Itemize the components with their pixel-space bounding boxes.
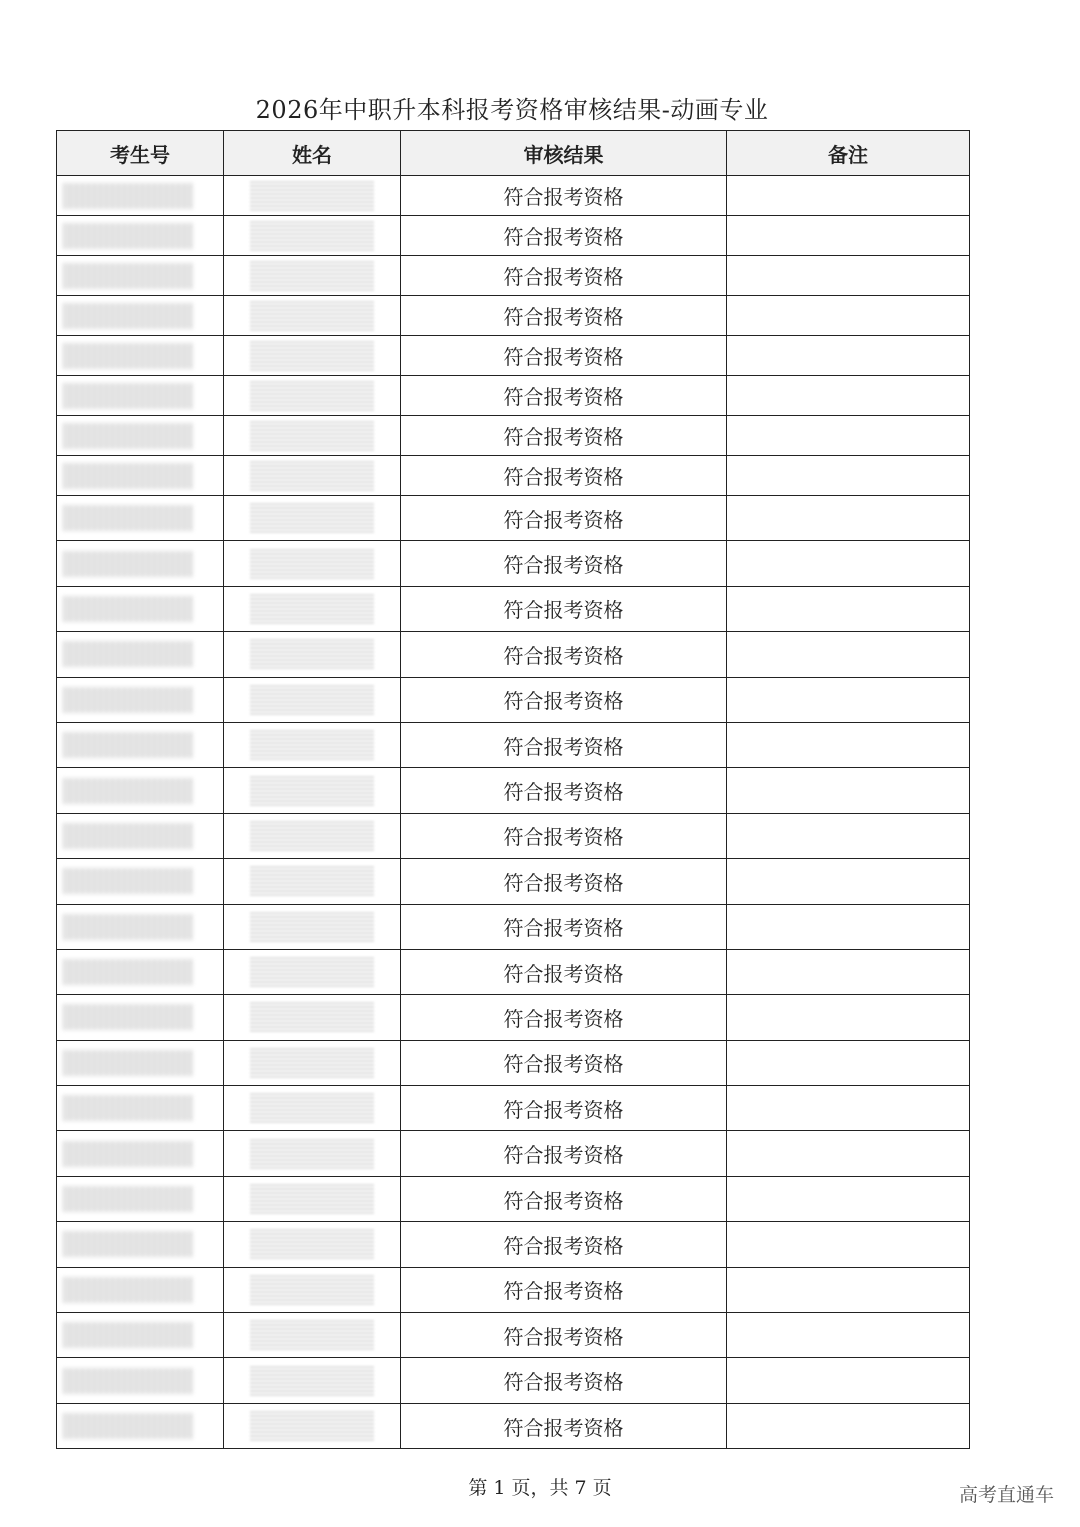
exam-number-cell xyxy=(57,1176,224,1221)
name-cell xyxy=(224,176,401,216)
table-row xyxy=(57,722,970,767)
name-cell xyxy=(224,1313,401,1358)
table-row xyxy=(57,541,970,586)
redacted-name xyxy=(250,1048,374,1078)
remark-cell xyxy=(727,813,970,858)
table-row xyxy=(57,1222,970,1267)
redacted-exam-number xyxy=(63,383,193,409)
exam-number-cell xyxy=(57,1086,224,1131)
exam-number-cell xyxy=(57,949,224,994)
remark-cell xyxy=(727,176,970,216)
remark-cell xyxy=(727,677,970,722)
name-cell xyxy=(224,1267,401,1312)
redacted-name xyxy=(250,221,374,251)
remark-cell xyxy=(727,904,970,949)
table-row xyxy=(57,1040,970,1085)
name-cell xyxy=(224,256,401,296)
redacted-exam-number xyxy=(63,1186,193,1212)
result-cell: 符合报考资格 xyxy=(401,1358,727,1403)
watermark: 高考直通车 xyxy=(958,1484,1054,1506)
redacted-name xyxy=(250,912,374,942)
redacted-exam-number xyxy=(63,551,193,577)
table-row xyxy=(57,1358,970,1403)
exam-number-cell xyxy=(57,1131,224,1176)
result-cell: 符合报考资格 xyxy=(401,336,727,376)
redacted-name xyxy=(250,594,374,624)
table-row xyxy=(57,768,970,813)
redacted-name xyxy=(250,1320,374,1350)
redacted-name xyxy=(250,730,374,760)
result-cell: 符合报考资格 xyxy=(401,995,727,1040)
results-table xyxy=(56,130,970,1449)
table-row xyxy=(57,1403,970,1448)
redacted-exam-number xyxy=(63,823,193,849)
remark-cell xyxy=(727,1358,970,1403)
remark-cell xyxy=(727,949,970,994)
name-cell xyxy=(224,1131,401,1176)
redacted-name xyxy=(250,261,374,291)
redacted-name xyxy=(250,1275,374,1305)
exam-number-cell xyxy=(57,1222,224,1267)
redacted-exam-number xyxy=(63,505,193,531)
table-row xyxy=(57,456,970,496)
page-footer: 第 1 页，共 7 页 xyxy=(468,1477,612,1499)
result-cell: 符合报考资格 xyxy=(401,416,727,456)
name-cell xyxy=(224,336,401,376)
result-cell: 符合报考资格 xyxy=(401,1267,727,1312)
redacted-name xyxy=(250,1139,374,1169)
remark-cell xyxy=(727,256,970,296)
header-name: 姓名 xyxy=(224,131,401,176)
name-cell xyxy=(224,1086,401,1131)
table-row xyxy=(57,1313,970,1358)
redacted-name xyxy=(250,1093,374,1123)
remark-cell xyxy=(727,859,970,904)
exam-number-cell xyxy=(57,176,224,216)
table-body xyxy=(57,176,970,1449)
result-cell: 符合报考资格 xyxy=(401,1131,727,1176)
exam-number-cell xyxy=(57,859,224,904)
document-title: 2026年中职升本科报考资格审核结果-动画专业 xyxy=(255,96,769,124)
remark-cell xyxy=(727,456,970,496)
redacted-exam-number xyxy=(63,303,193,329)
name-cell xyxy=(224,859,401,904)
redacted-exam-number xyxy=(63,223,193,249)
result-cell: 符合报考资格 xyxy=(401,296,727,336)
redacted-name xyxy=(250,776,374,806)
remark-cell xyxy=(727,1313,970,1358)
name-cell xyxy=(224,541,401,586)
redacted-name xyxy=(250,341,374,371)
exam-number-cell xyxy=(57,541,224,586)
result-cell: 符合报考资格 xyxy=(401,813,727,858)
exam-number-cell xyxy=(57,586,224,631)
remark-cell xyxy=(727,586,970,631)
result-cell: 符合报考资格 xyxy=(401,586,727,631)
table-row xyxy=(57,1086,970,1131)
name-cell xyxy=(224,904,401,949)
redacted-exam-number xyxy=(63,641,193,667)
redacted-exam-number xyxy=(63,1004,193,1030)
table-row xyxy=(57,904,970,949)
result-cell: 符合报考资格 xyxy=(401,904,727,949)
result-cell: 符合报考资格 xyxy=(401,176,727,216)
redacted-exam-number xyxy=(63,1322,193,1348)
redacted-exam-number xyxy=(63,1368,193,1394)
name-cell xyxy=(224,1403,401,1448)
redacted-exam-number xyxy=(63,596,193,622)
name-cell xyxy=(224,216,401,256)
exam-number-cell xyxy=(57,1358,224,1403)
exam-number-cell xyxy=(57,677,224,722)
redacted-name xyxy=(250,461,374,491)
table-row xyxy=(57,1131,970,1176)
result-cell: 符合报考资格 xyxy=(401,1086,727,1131)
redacted-name xyxy=(250,866,374,896)
exam-number-cell xyxy=(57,722,224,767)
result-cell: 符合报考资格 xyxy=(401,859,727,904)
name-cell xyxy=(224,1222,401,1267)
remark-cell xyxy=(727,376,970,416)
table-row xyxy=(57,949,970,994)
remark-cell xyxy=(727,1131,970,1176)
name-cell xyxy=(224,1176,401,1221)
name-cell xyxy=(224,949,401,994)
name-cell xyxy=(224,296,401,336)
remark-cell xyxy=(727,541,970,586)
table-row xyxy=(57,632,970,677)
redacted-name xyxy=(250,685,374,715)
remark-cell xyxy=(727,632,970,677)
remark-cell xyxy=(727,1222,970,1267)
exam-number-cell xyxy=(57,813,224,858)
redacted-name xyxy=(250,1184,374,1214)
redacted-name xyxy=(250,549,374,579)
table-row xyxy=(57,859,970,904)
redacted-exam-number xyxy=(63,463,193,489)
name-cell xyxy=(224,1040,401,1085)
redacted-exam-number xyxy=(63,959,193,985)
remark-cell xyxy=(727,296,970,336)
remark-cell xyxy=(727,1403,970,1448)
name-cell xyxy=(224,813,401,858)
table-row xyxy=(57,256,970,296)
name-cell xyxy=(224,586,401,631)
name-cell xyxy=(224,496,401,541)
name-cell xyxy=(224,768,401,813)
table-row xyxy=(57,336,970,376)
exam-number-cell xyxy=(57,336,224,376)
table-header-row xyxy=(57,131,970,176)
exam-number-cell xyxy=(57,256,224,296)
remark-cell xyxy=(727,1267,970,1312)
table-row xyxy=(57,216,970,256)
exam-number-cell xyxy=(57,768,224,813)
name-cell xyxy=(224,1358,401,1403)
result-cell: 符合报考资格 xyxy=(401,768,727,813)
result-cell: 符合报考资格 xyxy=(401,1313,727,1358)
result-cell: 符合报考资格 xyxy=(401,1176,727,1221)
remark-cell xyxy=(727,216,970,256)
table-row xyxy=(57,677,970,722)
exam-number-cell xyxy=(57,496,224,541)
redacted-exam-number xyxy=(63,687,193,713)
remark-cell xyxy=(727,1176,970,1221)
exam-number-cell xyxy=(57,216,224,256)
redacted-name xyxy=(250,503,374,533)
header-result: 审核结果 xyxy=(401,131,727,176)
header-exam-number: 考生号 xyxy=(57,131,224,176)
table-row xyxy=(57,995,970,1040)
table-row xyxy=(57,296,970,336)
redacted-name xyxy=(250,1366,374,1396)
redacted-name xyxy=(250,957,374,987)
name-cell xyxy=(224,456,401,496)
table-row xyxy=(57,416,970,456)
redacted-name xyxy=(250,1229,374,1259)
redacted-exam-number xyxy=(63,1050,193,1076)
result-cell: 符合报考资格 xyxy=(401,949,727,994)
redacted-exam-number xyxy=(63,732,193,758)
name-cell xyxy=(224,722,401,767)
redacted-exam-number xyxy=(63,183,193,209)
redacted-exam-number xyxy=(63,1413,193,1439)
exam-number-cell xyxy=(57,995,224,1040)
remark-cell xyxy=(727,1086,970,1131)
exam-number-cell xyxy=(57,1403,224,1448)
remark-cell xyxy=(727,768,970,813)
result-cell: 符合报考资格 xyxy=(401,632,727,677)
exam-number-cell xyxy=(57,1313,224,1358)
remark-cell xyxy=(727,722,970,767)
redacted-name xyxy=(250,639,374,669)
redacted-name xyxy=(250,181,374,211)
redacted-name xyxy=(250,821,374,851)
redacted-exam-number xyxy=(63,423,193,449)
result-cell: 符合报考资格 xyxy=(401,216,727,256)
name-cell xyxy=(224,677,401,722)
exam-number-cell xyxy=(57,904,224,949)
name-cell xyxy=(224,995,401,1040)
redacted-exam-number xyxy=(63,1277,193,1303)
redacted-name xyxy=(250,301,374,331)
redacted-exam-number xyxy=(63,1231,193,1257)
remark-cell xyxy=(727,336,970,376)
result-cell: 符合报考资格 xyxy=(401,496,727,541)
result-cell: 符合报考资格 xyxy=(401,722,727,767)
redacted-exam-number xyxy=(63,1095,193,1121)
remark-cell xyxy=(727,416,970,456)
result-cell: 符合报考资格 xyxy=(401,1403,727,1448)
result-cell: 符合报考资格 xyxy=(401,1222,727,1267)
remark-cell xyxy=(727,995,970,1040)
result-cell: 符合报考资格 xyxy=(401,677,727,722)
table-row xyxy=(57,586,970,631)
table-row xyxy=(57,813,970,858)
redacted-exam-number xyxy=(63,914,193,940)
table-row xyxy=(57,376,970,416)
exam-number-cell xyxy=(57,296,224,336)
header-remark: 备注 xyxy=(727,131,970,176)
exam-number-cell xyxy=(57,632,224,677)
exam-number-cell xyxy=(57,416,224,456)
exam-number-cell xyxy=(57,1267,224,1312)
remark-cell xyxy=(727,496,970,541)
remark-cell xyxy=(727,1040,970,1085)
result-cell: 符合报考资格 xyxy=(401,1040,727,1085)
table-row xyxy=(57,496,970,541)
result-cell: 符合报考资格 xyxy=(401,256,727,296)
redacted-exam-number xyxy=(63,778,193,804)
redacted-name xyxy=(250,1411,374,1441)
result-cell: 符合报考资格 xyxy=(401,456,727,496)
name-cell xyxy=(224,416,401,456)
table-row xyxy=(57,176,970,216)
redacted-exam-number xyxy=(63,263,193,289)
exam-number-cell xyxy=(57,376,224,416)
name-cell xyxy=(224,376,401,416)
table-row xyxy=(57,1267,970,1312)
exam-number-cell xyxy=(57,1040,224,1085)
redacted-exam-number xyxy=(63,868,193,894)
table-row xyxy=(57,1176,970,1221)
result-cell: 符合报考资格 xyxy=(401,376,727,416)
redacted-exam-number xyxy=(63,343,193,369)
name-cell xyxy=(224,632,401,677)
redacted-name xyxy=(250,381,374,411)
redacted-name xyxy=(250,1002,374,1032)
result-cell: 符合报考资格 xyxy=(401,541,727,586)
redacted-exam-number xyxy=(63,1141,193,1167)
exam-number-cell xyxy=(57,456,224,496)
redacted-name xyxy=(250,421,374,451)
